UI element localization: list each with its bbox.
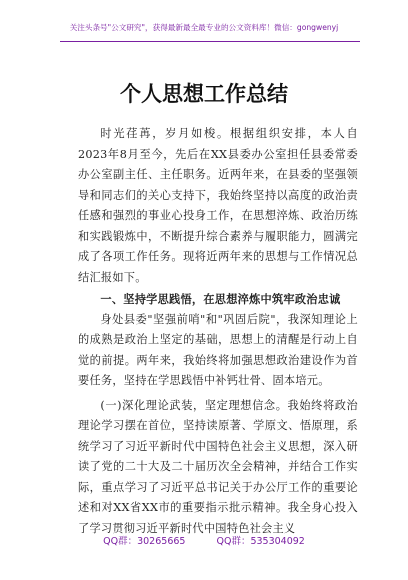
document-body bbox=[78, 124, 358, 539]
footer-qq-group-2: QQ群：535304092 bbox=[216, 536, 305, 547]
header-divider bbox=[60, 41, 360, 42]
header-promo-note: 关注头条号"公文研究"，获得最新最全最专业的公文资料库！微信：gongwenyj bbox=[69, 23, 339, 32]
section-1-paragraph: 身处县委"坚强前哨"和"巩固后院"，我深知理论上的成熟是政治上坚定的基础，思想上的清醒是行动上自觉的前提。两年来，我始终将加强思想政治建设作为首要任务，坚持在学思践悟中补钙壮骨、固本培元。 bbox=[78, 312, 358, 387]
footer-qq-group-1: QQ群：30265665 bbox=[103, 536, 186, 547]
footer-contacts bbox=[0, 533, 408, 547]
intro-paragraph: 时光荏苒，岁月如梭。根据组织安排，本人自2023年8月至今，先后在XX县委办公室担任县委常委办公室副主任、主任职务。近两年来，在县委的坚强领导和同志们的关心支持下，我始终坚持以高度的政治责任感和强烈的事业心投身工作，在思想淬炼、政治历练和实践锻炼中，不断提升综合素养与履职能力，圆满完成了各项工作任务。现将近两年来的思想与工作情况总结汇报如下。 bbox=[78, 127, 358, 284]
document-title: 个人思想工作总结 bbox=[120, 81, 288, 106]
section-1-heading: 一、坚持学思践悟，在思想淬炼中筑牢政治忠诚 bbox=[100, 292, 341, 306]
subsection-1-paragraph: (一)深化理论武装，坚定理想信念。我始终将政治理论学习摆在首位，坚持读原著、学原文、悟原理，系统学习了习近平新时代中国特色社会主义思想，深入研读了党的二十大及二十届历次全会精神，并结合工作实际，重点学习了习近平总书记关于办公厅工作的重要论述和对XX省XX市的重要指示批示精神。我全身心投入了学习贯彻习近平新时代中国特色社会主义 bbox=[78, 398, 358, 535]
